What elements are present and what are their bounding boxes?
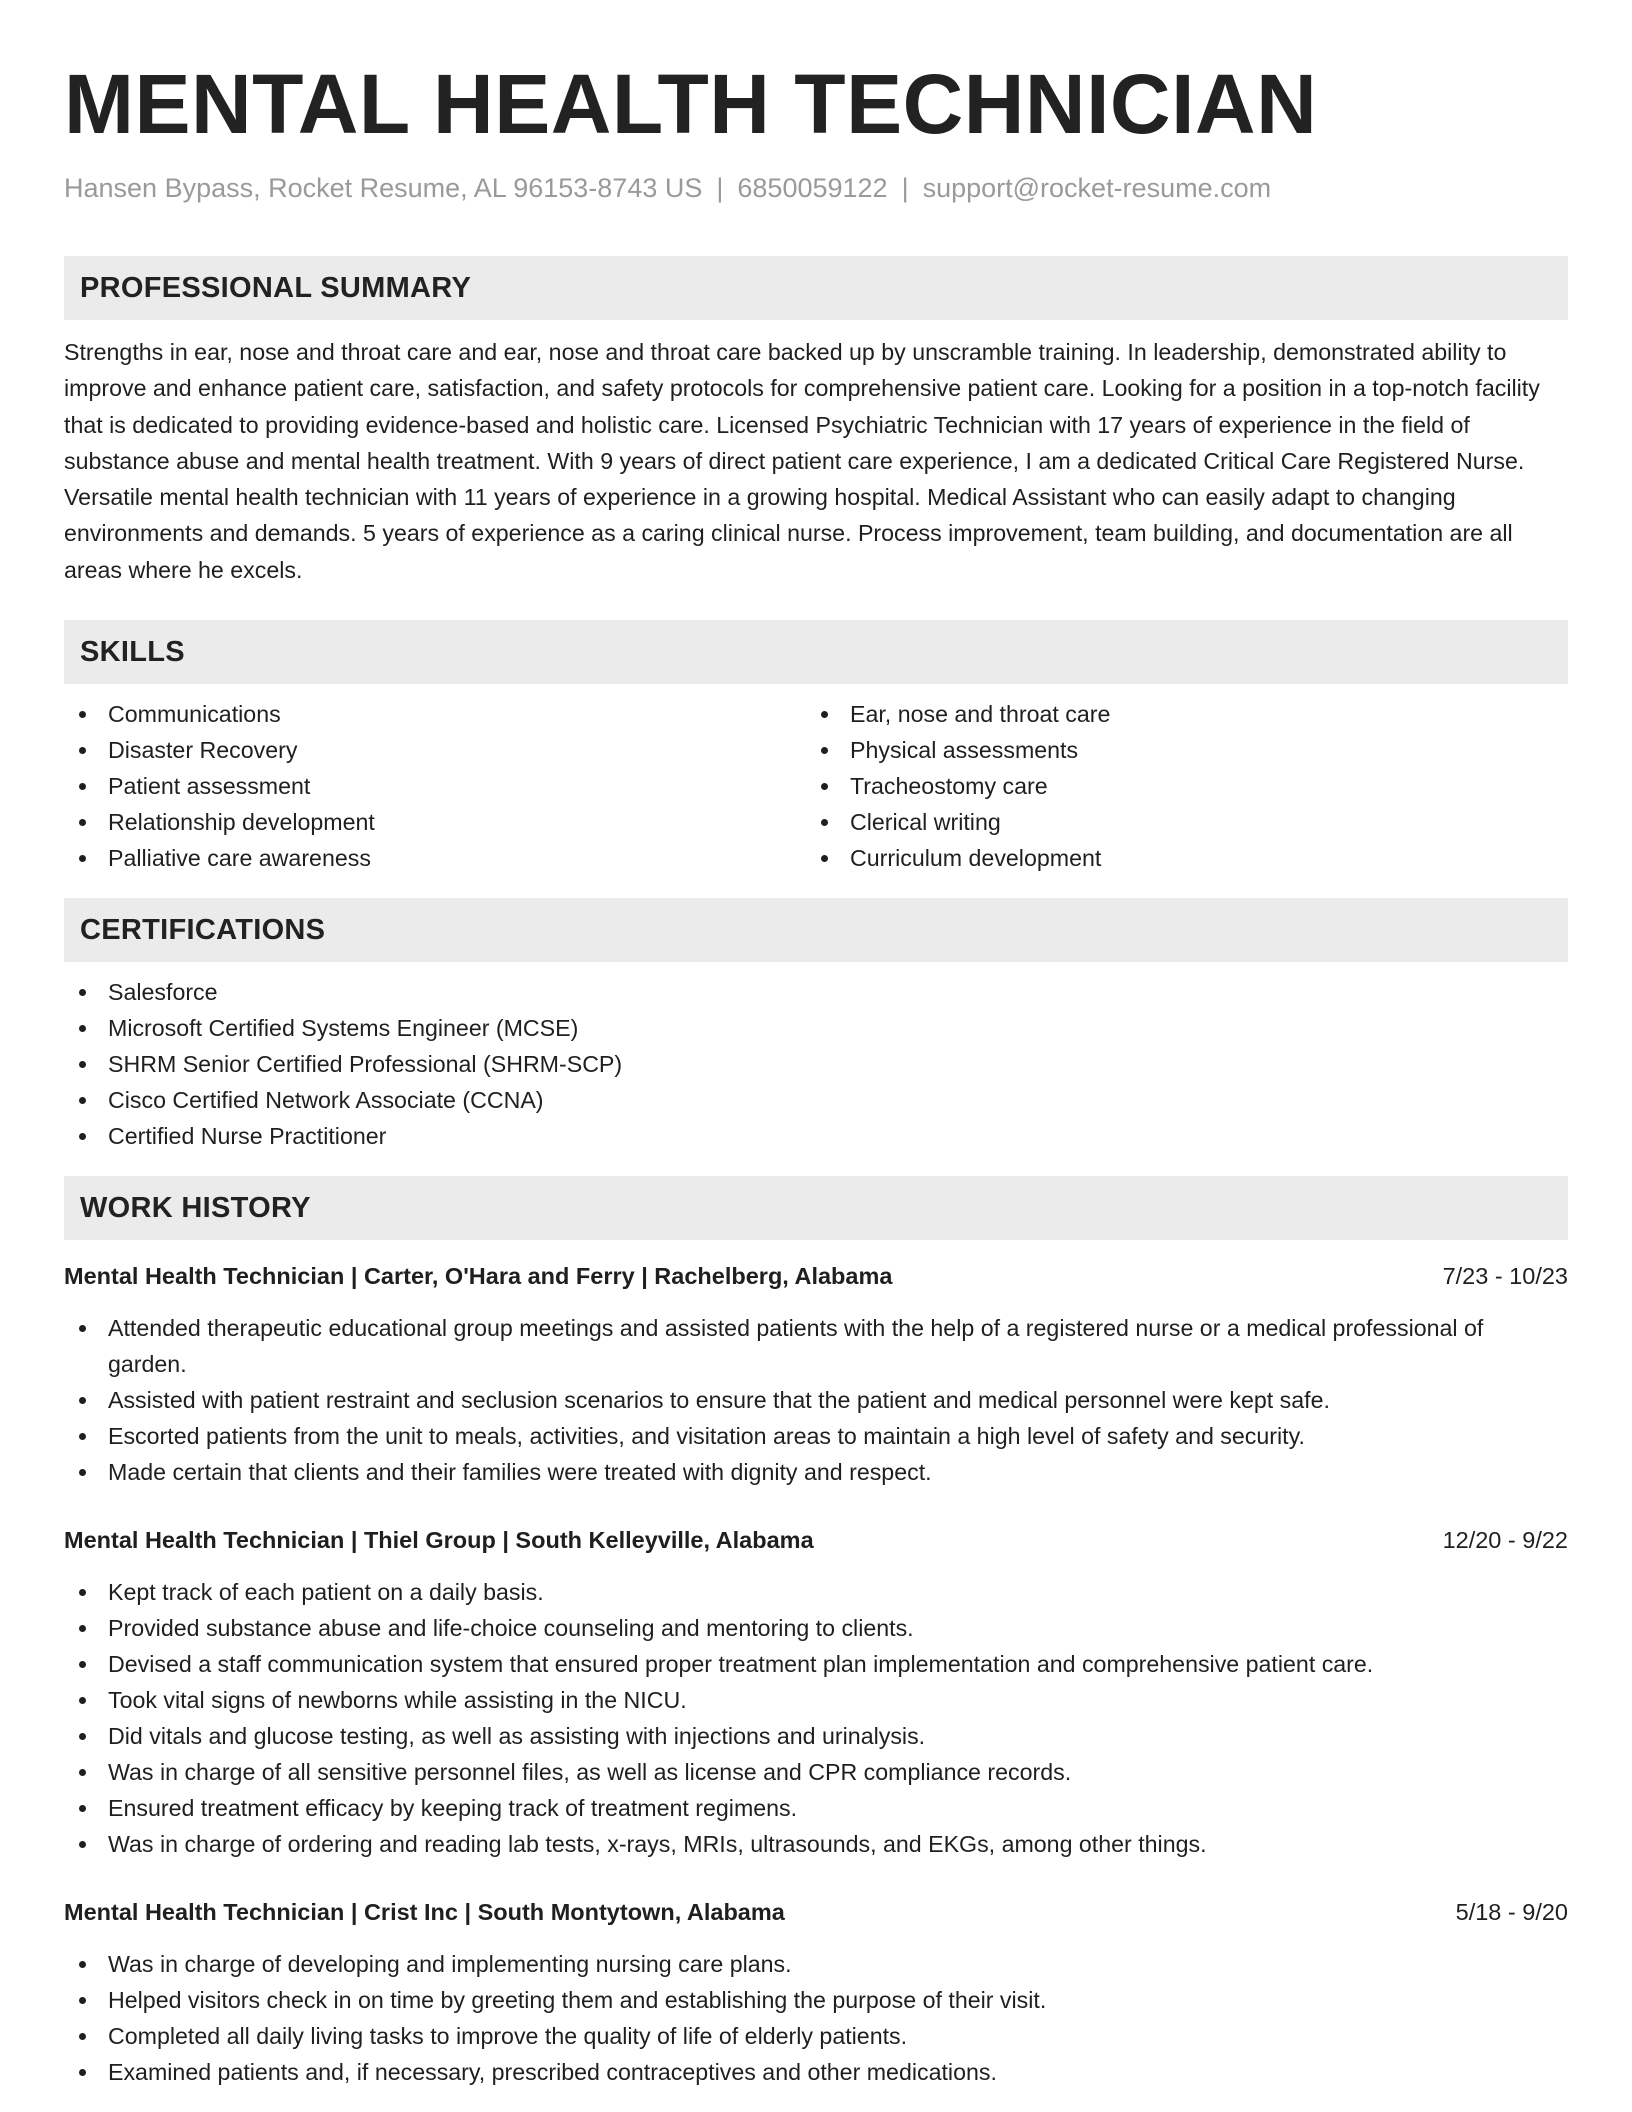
job-bullet — [64, 1826, 1568, 1862]
contact-address: Hansen Bypass, Rocket Resume, AL 96153-8743 US — [64, 173, 703, 203]
bullet-icon — [79, 1805, 86, 1812]
skill-label: Clerical writing — [850, 809, 1001, 836]
skills-grid — [64, 696, 1568, 876]
bullet-icon — [79, 1061, 86, 1068]
job-dates: 7/23 - 10/23 — [1442, 1263, 1568, 1290]
skill-item — [806, 840, 1548, 876]
contact-separator: | — [901, 173, 909, 203]
job-bullet-text: Assisted with patient restraint and seclusion scenarios to ensure that the patient and medical personnel were kept safe. — [108, 1387, 1330, 1414]
job-bullet — [64, 1574, 1568, 1610]
bullet-icon — [79, 2069, 86, 2076]
job-bullet-text: Examined patients and, if necessary, prescribed contraceptives and other medications. — [108, 2059, 997, 2086]
bullet-icon — [79, 1325, 86, 1332]
skill-label: Tracheostomy care — [850, 773, 1048, 800]
job-bullet — [64, 1646, 1568, 1682]
certification-label: Cisco Certified Network Associate (CCNA) — [108, 1087, 544, 1114]
job-heading-row — [64, 1258, 1568, 1294]
bullet-icon — [79, 1625, 86, 1632]
work-history-section — [64, 1176, 1568, 2090]
job-bullets — [64, 1574, 1568, 1862]
skill-label: Curriculum development — [850, 845, 1102, 872]
bullet-icon — [79, 1397, 86, 1404]
contact-email: support@rocket-resume.com — [922, 173, 1272, 203]
bullet-icon — [79, 1025, 86, 1032]
certification-item — [64, 1010, 1568, 1046]
job-bullet-text: Did vitals and glucose testing, as well as assisting with injections and urinalysis. — [108, 1723, 926, 1750]
certification-item — [64, 1118, 1568, 1154]
job-entry — [64, 1258, 1568, 1490]
bullet-icon — [79, 819, 86, 826]
bullet-icon — [79, 1697, 86, 1704]
skill-item — [806, 768, 1548, 804]
bullet-icon — [79, 1097, 86, 1104]
certifications-list — [64, 974, 1568, 1154]
skill-label: Physical assessments — [850, 737, 1079, 764]
certification-item — [64, 1046, 1568, 1082]
summary-text: Strengths in ear, nose and throat care and ear, nose and throat care backed up by unscramble training. In leadership, demonstrated ability to improve and enhance patient care, satisfaction, and safety protocols for comprehensive patient care. Looking for a position in a top-notch facility that is dedicated to providing evidence-based and holistic care. Licensed Psychiatric Technician with 17 years of experience in the field of substance abuse and mental health treatment. With 9 years of direct patient care experience, I am a dedicated Critical Care Registered Nurse. Versatile mental health technician with 11 years of experience in a growing hospital. Medical Assistant who can easily adapt to changing environments and demands. 5 years of experience as a caring clinical nurse. Process improvement, team building, and documentation are all areas where he excels. — [64, 339, 1540, 583]
job-bullet-text: Took vital signs of newborns while assisting in the NICU. — [108, 1687, 687, 1714]
job-bullet — [64, 2018, 1568, 2054]
certification-label: SHRM Senior Certified Professional (SHRM-SCP) — [108, 1051, 623, 1078]
job-bullets — [64, 1310, 1568, 1490]
bullet-icon — [79, 1433, 86, 1440]
certification-label: Salesforce — [108, 979, 218, 1006]
bullet-icon — [79, 1841, 86, 1848]
bullet-icon — [79, 711, 86, 718]
bullet-icon — [79, 855, 86, 862]
bullet-icon — [79, 2033, 86, 2040]
bullet-icon — [79, 1661, 86, 1668]
bullet-icon — [821, 819, 828, 826]
job-bullet-text: Kept track of each patient on a daily basis. — [108, 1579, 544, 1606]
job-bullet — [64, 1982, 1568, 2018]
job-dates: 5/18 - 9/20 — [1455, 1899, 1568, 1926]
bullet-icon — [821, 747, 828, 754]
job-bullet-text: Was in charge of developing and implementing nursing care plans. — [108, 1951, 792, 1978]
skills-section — [64, 620, 1568, 876]
section-header-skills: SKILLS — [64, 620, 1568, 684]
skill-item — [64, 768, 806, 804]
job-heading-row — [64, 1522, 1568, 1558]
bullet-icon — [79, 1997, 86, 2004]
skill-label: Patient assessment — [108, 773, 311, 800]
skill-item — [806, 732, 1548, 768]
bullet-icon — [79, 1469, 86, 1476]
bullet-icon — [79, 989, 86, 996]
skill-label: Communications — [108, 701, 281, 728]
skills-list-left — [64, 696, 806, 876]
job-dates: 12/20 - 9/22 — [1442, 1527, 1568, 1554]
job-heading: Mental Health Technician | Thiel Group | South Kelleyville, Alabama — [64, 1527, 814, 1554]
job-entry — [64, 1894, 1568, 2090]
job-bullet-text: Was in charge of ordering and reading lab tests, x-rays, MRIs, ultrasounds, and EKGs, among other things. — [108, 1831, 1207, 1858]
certification-label: Microsoft Certified Systems Engineer (MCSE) — [108, 1015, 579, 1042]
certifications-section — [64, 898, 1568, 1154]
job-heading: Mental Health Technician | Crist Inc | South Montytown, Alabama — [64, 1899, 785, 1926]
job-bullet — [64, 2054, 1568, 2090]
job-bullet-text: Helped visitors check in on time by greeting them and establishing the purpose of their visit. — [108, 1987, 1047, 2014]
job-entry — [64, 1522, 1568, 1862]
professional-summary-section — [64, 256, 1568, 588]
skill-label: Disaster Recovery — [108, 737, 298, 764]
contact-separator: | — [716, 173, 724, 203]
bullet-icon — [79, 1589, 86, 1596]
certification-item — [64, 1082, 1568, 1118]
bullet-icon — [79, 1769, 86, 1776]
skill-label: Relationship development — [108, 809, 375, 836]
job-bullet — [64, 1610, 1568, 1646]
bullet-icon — [79, 1961, 86, 1968]
job-bullet-text: Escorted patients from the unit to meals, activities, and visitation areas to maintain a high level of safety and security. — [108, 1423, 1305, 1450]
section-header-summary: PROFESSIONAL SUMMARY — [64, 256, 1568, 320]
skill-item — [806, 804, 1548, 840]
bullet-icon — [821, 711, 828, 718]
job-heading-row — [64, 1894, 1568, 1930]
job-bullet — [64, 1754, 1568, 1790]
job-bullet — [64, 1946, 1568, 1982]
skill-item — [806, 696, 1548, 732]
job-bullet — [64, 1454, 1568, 1490]
skills-list-right — [806, 696, 1548, 876]
certification-item — [64, 974, 1568, 1010]
job-bullet-text: Ensured treatment efficacy by keeping track of treatment regimens. — [108, 1795, 798, 1822]
bullet-icon — [79, 1133, 86, 1140]
job-bullet — [64, 1718, 1568, 1754]
job-bullet — [64, 1790, 1568, 1826]
skill-item — [64, 804, 806, 840]
job-bullet — [64, 1418, 1568, 1454]
bullet-icon — [79, 1733, 86, 1740]
job-heading: Mental Health Technician | Carter, O'Hara and Ferry | Rachelberg, Alabama — [64, 1263, 893, 1290]
certification-label: Certified Nurse Practitioner — [108, 1123, 387, 1150]
bullet-icon — [821, 855, 828, 862]
section-header-work-history: WORK HISTORY — [64, 1176, 1568, 1240]
job-bullet — [64, 1382, 1568, 1418]
bullet-icon — [79, 747, 86, 754]
resume-name: MENTAL HEALTH TECHNICIAN — [64, 57, 1318, 151]
job-bullet-text: Devised a staff communication system that ensured proper treatment plan implementation and comprehensive patient care. — [108, 1651, 1374, 1678]
skill-item — [64, 696, 806, 732]
job-bullet-text: Completed all daily living tasks to improve the quality of life of elderly patients. — [108, 2023, 908, 2050]
job-bullet-text: Provided substance abuse and life-choice counseling and mentoring to clients. — [108, 1615, 914, 1642]
bullet-icon — [79, 783, 86, 790]
contact-phone: 6850059122 — [737, 173, 888, 203]
job-bullets — [64, 1946, 1568, 2090]
skill-label: Ear, nose and throat care — [850, 701, 1111, 728]
bullet-icon — [821, 783, 828, 790]
contact-line — [64, 170, 1568, 206]
section-header-certifications: CERTIFICATIONS — [64, 898, 1568, 962]
job-bullet-text: Was in charge of all sensitive personnel files, as well as license and CPR compliance records. — [108, 1759, 1072, 1786]
job-bullet — [64, 1310, 1568, 1382]
job-bullet-text: Attended therapeutic educational group meetings and assisted patients with the help of a registered nurse or a medical professional of garden. — [108, 1315, 1484, 1378]
skill-item — [64, 732, 806, 768]
job-bullet — [64, 1682, 1568, 1718]
skill-item — [64, 840, 806, 876]
job-bullet-text: Made certain that clients and their families were treated with dignity and respect. — [108, 1459, 932, 1486]
skill-label: Palliative care awareness — [108, 845, 371, 872]
